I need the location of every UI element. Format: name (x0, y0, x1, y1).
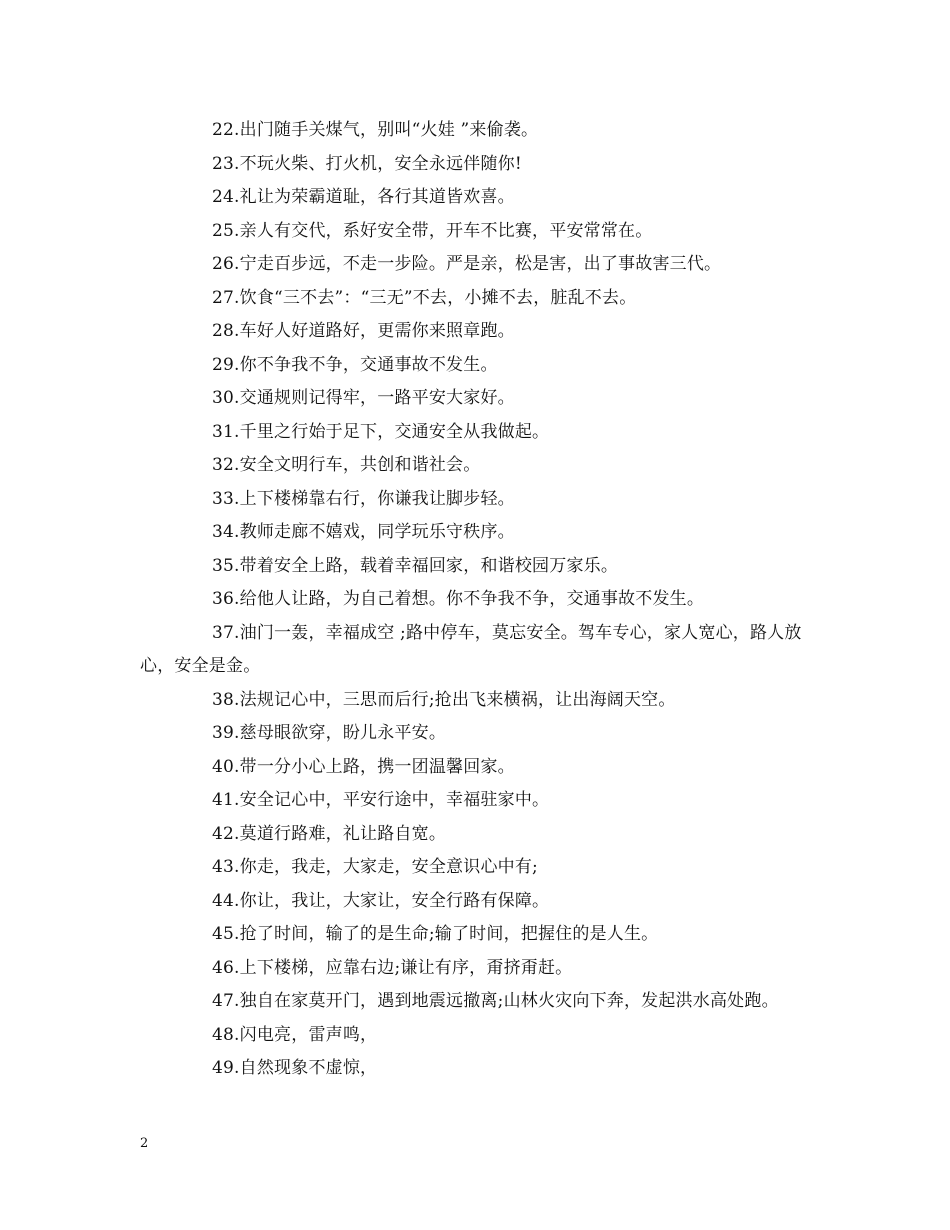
item-number: 49. (212, 1058, 240, 1078)
document-body (140, 114, 820, 1086)
item-number: 32. (212, 455, 240, 475)
item-number: 24. (212, 187, 240, 207)
item-number: 41. (212, 790, 240, 810)
item-number: 34. (212, 522, 240, 542)
list-item (140, 751, 820, 785)
list-item (140, 483, 820, 517)
item-text: 交通规则记得牢，一路平安大家好。 (239, 388, 515, 408)
item-text: 独自在家莫开门，遇到地震远撤离;山林火灾向下奔，发起洪水高处跑。 (239, 991, 779, 1011)
item-text: 不玩火柴、打火机，安全永远伴随你! (239, 153, 522, 174)
item-text: 抢了时间，输了的是生命;输了时间，把握住的是人生。 (239, 924, 659, 944)
list-item (140, 1019, 820, 1053)
item-number: 39. (212, 723, 240, 743)
item-number: 25. (212, 220, 240, 241)
item-number: 44. (212, 890, 240, 911)
item-text: 莫道行路难，礼让路自宽。 (239, 823, 447, 844)
item-number: 43. (212, 857, 240, 877)
item-number: 46. (212, 957, 240, 978)
item-text: 千里之行始于足下，交通安全从我做起。 (239, 421, 550, 442)
item-text: 你走，我走，大家走，安全意识心中有; (239, 857, 538, 877)
item-text: 闪电亮，雷声鸣， (239, 1024, 378, 1045)
list-item (140, 215, 820, 249)
item-text: 饮食“三不去”：“三无”不去，小摊不去，脏乱不去。 (239, 287, 637, 308)
list-item (140, 181, 820, 215)
item-number: 33. (212, 488, 240, 509)
item-text: 安全文明行车，共创和谐社会。 (239, 455, 481, 475)
item-number: 38. (212, 689, 240, 710)
list-item (140, 684, 820, 718)
item-number: 36. (212, 589, 240, 609)
item-number: 29. (212, 354, 240, 375)
list-item (140, 617, 820, 684)
item-number: 31. (212, 421, 240, 442)
item-text: 油门一轰，幸福成空 ;路中停车，莫忘安全。驾车专心，家人宽心，路人放心，安全是金。 (140, 622, 802, 676)
item-text: 带着安全上路，载着幸福回家，和谐校园万家乐。 (239, 555, 619, 576)
list-item (140, 784, 820, 818)
item-text: 带一分小心上路，携一团温馨回家。 (239, 756, 515, 777)
item-text: 你不争我不争，交通事故不发生。 (239, 354, 498, 375)
item-text: 宁走百步远，不走一步险。严是亲，松是害，出了事故害三代。 (239, 254, 722, 274)
item-text: 慈母眼欲穿，盼儿永平安。 (239, 723, 447, 743)
list-item (140, 885, 820, 919)
item-text: 安全记心中，平安行途中，幸福驻家中。 (239, 790, 550, 810)
list-item (140, 282, 820, 316)
item-number: 37. (212, 622, 240, 643)
item-number: 28. (212, 321, 240, 341)
page-number: 2 (140, 1136, 149, 1151)
item-number: 35. (212, 555, 240, 576)
list-item (140, 818, 820, 852)
item-number: 27. (212, 287, 240, 308)
list-item (140, 449, 820, 483)
item-text: 给他人让路，为自己着想。你不争我不争，交通事故不发生。 (239, 589, 705, 609)
item-text: 亲人有交代，系好安全带，开车不比赛，平安常常在。 (239, 220, 653, 241)
list-item (140, 851, 820, 885)
item-text: 上下楼梯，应靠右边;谦让有序，甭挤甭赶。 (239, 957, 573, 978)
item-text: 自然现象不虚惊， (239, 1058, 378, 1078)
item-number: 40. (212, 756, 240, 777)
list-item (140, 583, 820, 617)
item-text: 你让，我让，大家让，安全行路有保障。 (239, 890, 550, 911)
item-number: 42. (212, 823, 240, 844)
item-number: 48. (212, 1024, 240, 1045)
item-text: 出门随手关煤气，别叫“火娃 ”来偷袭。 (239, 120, 539, 140)
list-item (140, 952, 820, 986)
list-item (140, 1052, 820, 1086)
item-number: 30. (212, 388, 240, 408)
list-item (140, 315, 820, 349)
list-item (140, 717, 820, 751)
list-item (140, 382, 820, 416)
list-item (140, 114, 820, 148)
item-text: 上下楼梯靠右行，你谦我让脚步轻。 (239, 488, 515, 509)
list-item (140, 349, 820, 383)
item-number: 26. (212, 254, 240, 274)
list-item (140, 550, 820, 584)
item-text: 法规记心中，三思而后行;抢出飞来横祸，让出海阔天空。 (239, 689, 676, 710)
item-text: 车好人好道路好，更需你来照章跑。 (239, 321, 515, 341)
item-number: 23. (212, 153, 240, 174)
list-item (140, 918, 820, 952)
item-text: 礼让为荣霸道耻，各行其道皆欢喜。 (239, 187, 515, 207)
item-number: 47. (212, 991, 240, 1011)
list-item (140, 148, 820, 182)
list-item (140, 416, 820, 450)
list-item (140, 248, 820, 282)
item-text: 教师走廊不嬉戏，同学玩乐守秩序。 (239, 522, 515, 542)
list-item (140, 985, 820, 1019)
item-number: 45. (212, 924, 240, 944)
item-number: 22. (212, 120, 240, 140)
list-item (140, 516, 820, 550)
